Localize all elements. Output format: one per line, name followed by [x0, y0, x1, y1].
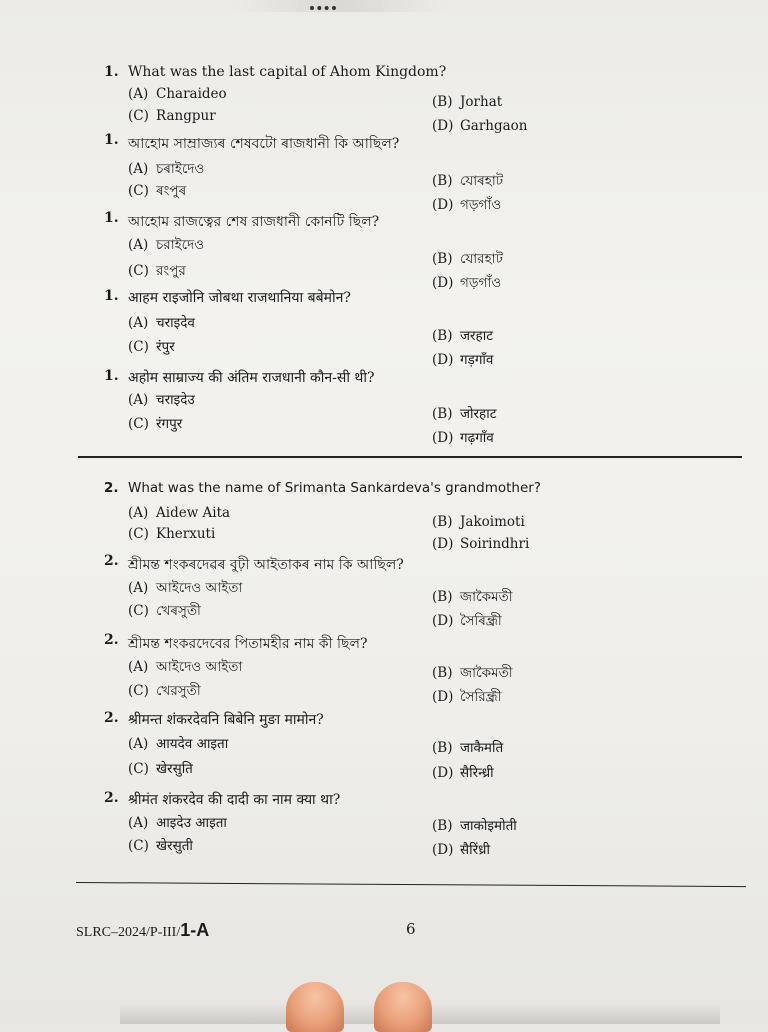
q1-bengali-option-b: (B) যোরহাট — [432, 251, 503, 267]
q1-bodo-option-b: (B) जरहाट — [432, 328, 494, 344]
q1-bodo-option-a: (A) चराइदेव — [128, 315, 195, 331]
q2-hindi-option-d: (D) सैरिंध्री — [432, 842, 490, 858]
q2-english-option-d: (D) Soirindhri — [432, 536, 530, 552]
q2-bodo-option-d: (D) सैरिन्ध्री — [432, 765, 494, 781]
question-divider — [78, 456, 742, 458]
q2-english-option-c: (C) Kherxuti — [128, 526, 216, 542]
q2-assamese-option-b: (B) জাকৈমতী — [432, 589, 513, 605]
q1-bengali-option-a: (A) চরাইদেও — [128, 237, 205, 253]
q1-assamese-option-b: (B) যোৰহাট — [432, 173, 504, 189]
finger-right — [374, 982, 432, 1032]
page-top-mark — [310, 6, 336, 15]
q2-bengali-option-a: (A) আইদেও আইতা — [128, 659, 243, 675]
q2-assamese-option-d: (D) সৈৰিন্ধ্ৰী — [432, 613, 502, 629]
q1-hindi-option-d: (D) गढ़गाँव — [432, 430, 494, 446]
q2-hindi-option-c: (C) खेरसुती — [128, 838, 193, 854]
q2-bodo-option-a: (A) आयदेव आइता — [128, 736, 229, 752]
q1-hindi-option-b: (B) जोरहाट — [432, 406, 497, 422]
paper-code: SLRC–2024/P-III/1-A — [76, 920, 210, 940]
q1-english-option-b: (B) Jorhat — [432, 94, 503, 110]
q1-assamese-option-c: (C) ৰংপুৰ — [128, 183, 187, 199]
footer-rule — [76, 882, 746, 887]
finger-left — [286, 982, 344, 1032]
q1-assamese-option-d: (D) গড়গাঁও — [432, 197, 502, 213]
q1-bodo-option-c: (C) रंपुर — [128, 339, 175, 355]
exam-page: 1. What was the last capital of Ahom Kingdom? (A) Charaideo (B) Jorhat (C) Rangpur (D) Garhgaon 1. আহোম সাম্ৰাজ্যৰ শেষবটো ৰাজধানী কি আছিল? (A) চৰাইদেও (B) যোৰহাট (C) ৰংপুৰ (D) গড়গাঁও 1. আহোম রাজত্বের শেষ রাজধানী কোনটি ছিল? (A) চরাইদেও (B) যোরহাট (C) রংপুর (D) গড়গাঁও 1. आहम राइजोनि जोबथा राजथानिया बबेमोन? (A) चराइदेव (B) जरहाट (C) रंपुर (D) गड़गाँव 1. अहोम साम्राज्य की अंतिम राजधानी कौन-सी थी? (A) चराइदेउ (B) जोरहाट (C) रंगपुर (D) गढ़गाँव 2. What was the name of Srimanta Sankardeva's grandmother? (A) Aidew Aita (B) Jakoimoti (C) Kherxuti (D) Soirindhri 2. শ্ৰীমন্ত শংকৰদেৱৰ বুঢ়ী আইতাকৰ নাম কি আছিল? (A) আইদেও আইতা (B) জাকৈমতী (C) খেৰসুতী (D) সৈৰিন্ধ্ৰী 2. শ্রীমন্ত শংকরদেবের পিতামহীর নাম কী ছিল? (A) আইদেও আইতা (B) জাকৈমতী (C) খেরসুতী (D) সৈরিন্ধ্রী 2. श्रीमन्त शंकरदेवनि बिबेनि मुङा मामोन? (A) आयदेव आइता (B) जाकैमति (C) खेरसुति (D) सैरिन्ध्री 2. श्रीमंत शंकरदेव की दादी का नाम क्या था? (A) आइदेउ आइता (B) जाकोइमोती (C) खेरसुती (D) सैरिंध्री SLRC–2024/P-III/1-A 6 — [0, 0, 768, 1024]
q2-english-option-b: (B) Jakoimoti — [432, 514, 525, 530]
q1-bengali-option-c: (C) রংপুর — [128, 263, 186, 279]
q2-english-option-a: (A) Aidew Aita — [128, 505, 231, 521]
q1-english-option-d: (D) Garhgaon — [432, 118, 528, 134]
q2-bengali-option-b: (B) জাকৈমতী — [432, 665, 513, 681]
q2-hindi-option-b: (B) जाकोइमोती — [432, 818, 517, 834]
q1-bengali-option-d: (D) গড়গাঁও — [432, 275, 502, 291]
q2-assamese-option-a: (A) আইদেও আইতা — [128, 580, 243, 596]
page-number: 6 — [406, 920, 416, 938]
page-top-shadow — [230, 0, 450, 12]
q2-hindi-option-a: (A) आइदेउ आइता — [128, 815, 227, 831]
q1-hindi-option-c: (C) रंगपुर — [128, 416, 183, 432]
q1-bodo-option-d: (D) गड़गाँव — [432, 352, 494, 368]
q2-bodo-option-b: (B) जाकैमति — [432, 740, 504, 756]
q1-english-option-c: (C) Rangpur — [128, 108, 216, 124]
q1-assamese-option-a: (A) চৰাইদেও — [128, 161, 205, 177]
q1-english-option-a: (A) Charaideo — [128, 86, 227, 102]
q2-assamese-option-c: (C) খেৰসুতী — [128, 603, 201, 619]
q1-hindi-option-a: (A) चराइदेउ — [128, 392, 195, 408]
q2-bengali-option-c: (C) খেরসুতী — [128, 683, 201, 699]
q2-bengali-option-d: (D) সৈরিন্ধ্রী — [432, 689, 502, 705]
q2-bodo-option-c: (C) खेरसुति — [128, 761, 193, 777]
